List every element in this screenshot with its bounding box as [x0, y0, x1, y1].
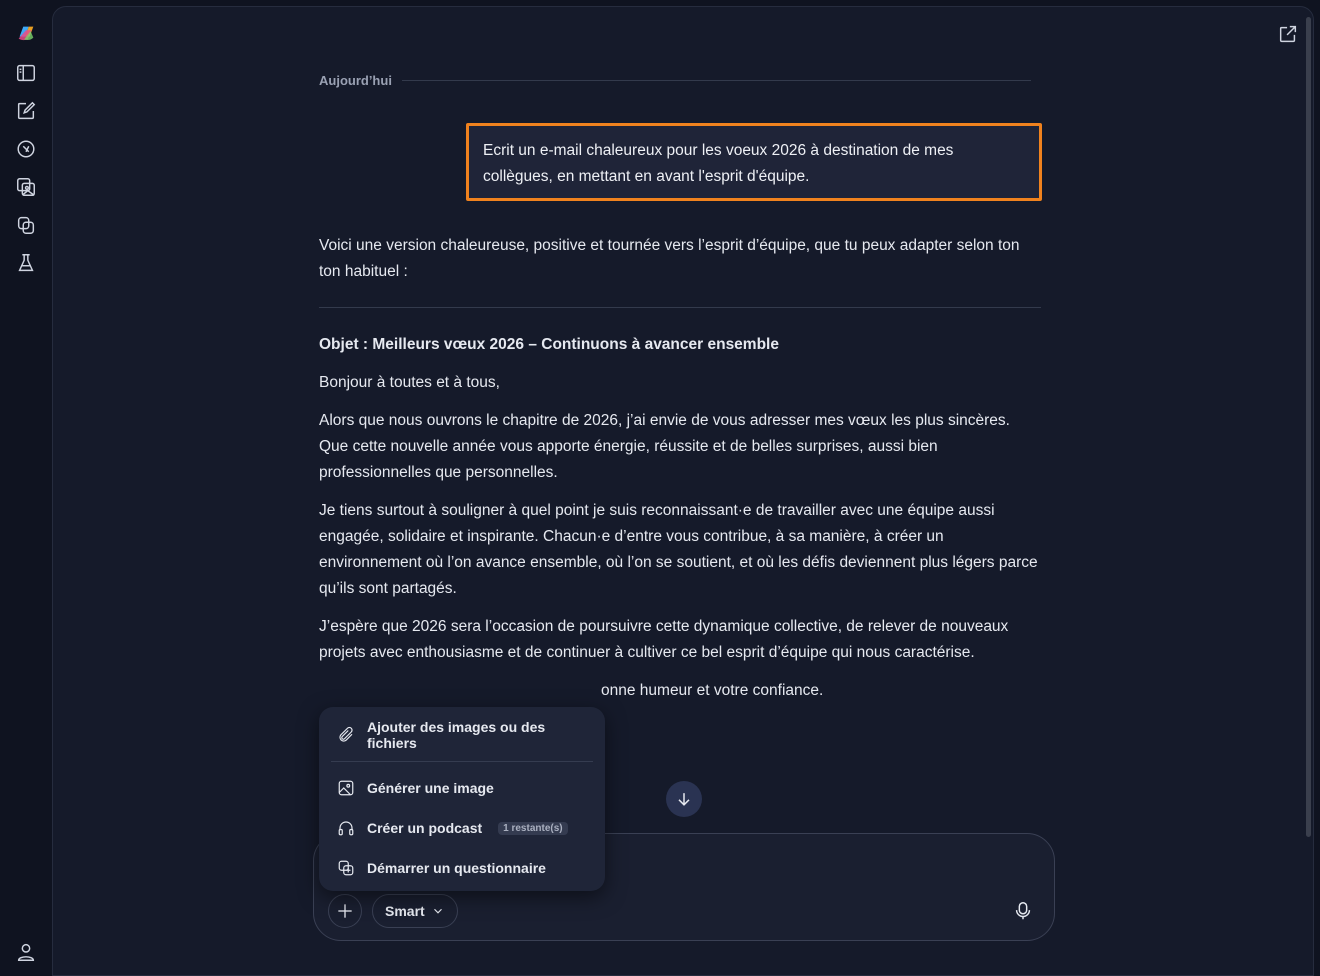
menu-item-label: Ajouter des images ou des fichiers: [367, 719, 546, 751]
left-rail: [0, 0, 52, 971]
images-icon[interactable]: [14, 175, 38, 199]
labs-icon[interactable]: [14, 251, 38, 275]
add-button[interactable]: [328, 894, 362, 928]
user-message: Ecrit un e-mail chaleureux pour les voeux 2026 à destination de mes collègues, en mettant en avant l'esprit d'équipe.: [466, 123, 1042, 201]
email-paragraph-3: J’espère que 2026 sera l’occasion de poursuivre cette dynamique collective, de relever de nouveaux projets avec enthousiasme et de continuer à cultiver ce bel esprit d’équipe qui nous caractérise.: [319, 618, 1009, 661]
date-separator: [319, 73, 1031, 88]
pages-icon[interactable]: [14, 213, 38, 237]
headphones-icon: [337, 819, 355, 837]
account-icon[interactable]: [14, 940, 38, 964]
scroll-down-button[interactable]: [666, 781, 702, 817]
response-intro: Voici une version chaleureuse, positive et tournée vers l’esprit d’équipe, que tu peux adapter selon ton ton habituel :: [319, 237, 1020, 280]
microphone-icon[interactable]: [1012, 900, 1034, 924]
chat-panel: [52, 6, 1314, 976]
email-greeting: Bonjour à toutes et à tous,: [319, 374, 500, 391]
share-icon[interactable]: [1277, 23, 1299, 45]
menu-item-label: Démarrer un questionnaire: [367, 860, 546, 876]
date-label: Aujourd’hui: [319, 73, 392, 88]
menu-divider: [331, 761, 593, 762]
menu-item-start-quiz[interactable]: [319, 848, 605, 888]
email-subject: Objet : Meilleurs vœux 2026 – Continuons à avancer ensemble: [319, 336, 779, 353]
new-chat-icon[interactable]: [14, 99, 38, 123]
copilot-logo-icon[interactable]: [14, 21, 38, 45]
menu-item-create-podcast[interactable]: [319, 808, 605, 848]
image-icon: [337, 779, 355, 797]
quiz-icon: [337, 859, 355, 877]
menu-item-label: Générer une image: [367, 780, 494, 796]
attachment-menu: [319, 707, 605, 891]
remaining-badge: 1 restante(s): [498, 822, 567, 835]
mode-label: Smart: [385, 903, 425, 919]
paperclip-icon: [337, 726, 355, 744]
email-paragraph-4: onne humeur et votre confiance.: [601, 682, 824, 699]
menu-item-label: Créer un podcast: [367, 820, 483, 836]
email-paragraph-1: Alors que nous ouvrons le chapitre de 2026, j’ai envie de vous adresser mes vœux les plus sincères. Que cette nouvelle année vous apporte énergie, réussite et de belles surprises, aussi bien professionnelles que personnelles.: [319, 412, 1010, 481]
chevron-down-icon: [431, 904, 445, 918]
plus-icon: [335, 901, 355, 921]
discover-icon[interactable]: [14, 137, 38, 161]
scrollbar[interactable]: [1306, 17, 1311, 837]
menu-item-add-files[interactable]: [319, 715, 605, 755]
assistant-response: [319, 233, 1041, 716]
divider: [402, 80, 1031, 81]
menu-item-generate-image[interactable]: [319, 768, 605, 808]
response-divider: [319, 307, 1041, 308]
sidebar-toggle-icon[interactable]: [14, 61, 38, 85]
email-paragraph-2: Je tiens surtout à souligner à quel point je suis reconnaissant·e de travailler avec une équipe aussi engagée, solidaire et inspirante. Chacun·e d’entre vous contribue, à sa manière, à créer un environnement où l’on avance ensemble, où l’on se soutient, et où les défis deviennent plus légers parce qu’ils sont partagés.: [319, 502, 1038, 597]
mode-selector[interactable]: [372, 894, 458, 928]
